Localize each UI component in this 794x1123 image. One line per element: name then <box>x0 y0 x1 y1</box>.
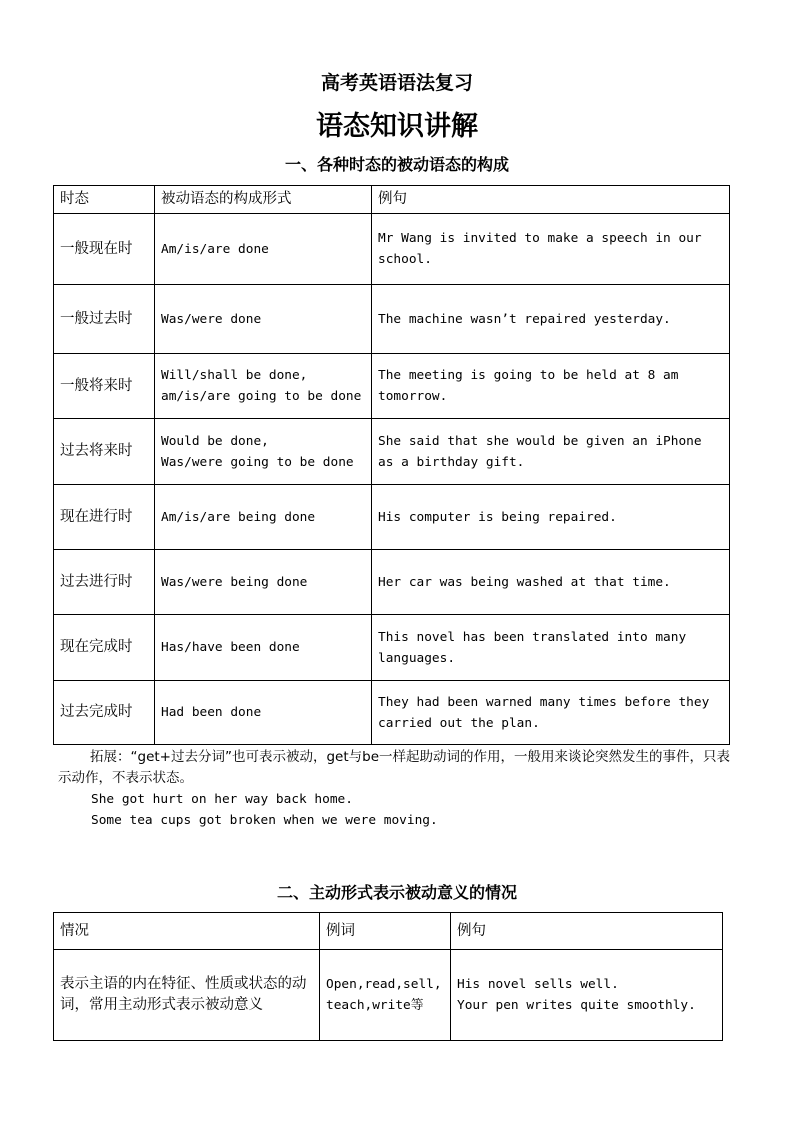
form-cell: Had been done <box>155 681 372 745</box>
example-sentences-cell: His novel sells well. Your pen writes quite smoothly. <box>451 950 723 1041</box>
example-cell: Mr Wang is invited to make a speech in our school. <box>372 214 730 285</box>
table-row <box>54 681 730 745</box>
extension-note: 拓展：“get+过去分词”也可表示被动，get与be一样起助动词的作用，一般用来谈论突然发生的事件，只表示动作，不表示状态。 <box>58 749 731 786</box>
example-cell: She said that she would be given an iPhone as a birthday gift. <box>372 419 730 485</box>
passive-forms-table <box>53 185 730 745</box>
table-header-row <box>54 186 730 214</box>
example-words-cell: Open,read,sell,teach,write等 <box>320 950 451 1041</box>
tense-cell: 现在完成时 <box>54 615 155 681</box>
header-example: 例句 <box>372 186 730 214</box>
situation-cell: 表示主语的内在特征、性质或状态的动词，常用主动形式表示被动意义 <box>54 950 320 1041</box>
page-title: 语态知识讲解 <box>316 111 478 142</box>
table-row <box>54 214 730 285</box>
example-cell: They had been warned many times before they carried out the plan. <box>372 681 730 745</box>
form-cell: Was/were being done <box>155 550 372 615</box>
tense-cell: 一般过去时 <box>54 285 155 354</box>
table-row <box>54 285 730 354</box>
header-form: 被动语态的构成形式 <box>155 186 372 214</box>
example-cell: Her car was being washed at that time. <box>372 550 730 615</box>
table-row <box>54 615 730 681</box>
form-cell: Am/is/are done <box>155 214 372 285</box>
example-cell: His computer is being repaired. <box>372 485 730 550</box>
form-cell: Am/is/are being done <box>155 485 372 550</box>
page-supertitle: 高考英语语法复习 <box>320 72 473 94</box>
form-cell: Will/shall be done, am/is/are going to be done <box>155 354 372 419</box>
tense-cell: 一般将来时 <box>54 354 155 419</box>
header-tense: 时态 <box>54 186 155 214</box>
table-row <box>54 950 723 1041</box>
table-row <box>54 550 730 615</box>
section1-heading: 一、各种时态的被动语态的构成 <box>284 155 509 174</box>
tense-cell: 现在进行时 <box>54 485 155 550</box>
table-header-row <box>54 913 723 950</box>
tense-cell: 过去完成时 <box>54 681 155 745</box>
active-form-passive-meaning-table <box>53 912 723 1041</box>
form-cell: Would be done, Was/were going to be done <box>155 419 372 485</box>
header-situation: 情况 <box>54 913 320 950</box>
table-row <box>54 354 730 419</box>
tense-cell: 一般现在时 <box>54 214 155 285</box>
table-row <box>54 419 730 485</box>
header-examples: 例句 <box>451 913 723 950</box>
header-words: 例词 <box>320 913 451 950</box>
table-row <box>54 485 730 550</box>
section2-heading: 二、主动形式表示被动意义的情况 <box>276 883 517 902</box>
example-cell: The machine wasn’t repaired yesterday. <box>372 285 730 354</box>
note-example-1: She got hurt on her way back home. <box>91 792 353 807</box>
example-cell: The meeting is going to be held at 8 am tomorrow. <box>372 354 730 419</box>
tense-cell: 过去进行时 <box>54 550 155 615</box>
form-cell: Has/have been done <box>155 615 372 681</box>
form-cell: Was/were done <box>155 285 372 354</box>
example-cell: This novel has been translated into many languages. <box>372 615 730 681</box>
tense-cell: 过去将来时 <box>54 419 155 485</box>
note-example-2: Some tea cups got broken when we were moving. <box>91 813 438 828</box>
